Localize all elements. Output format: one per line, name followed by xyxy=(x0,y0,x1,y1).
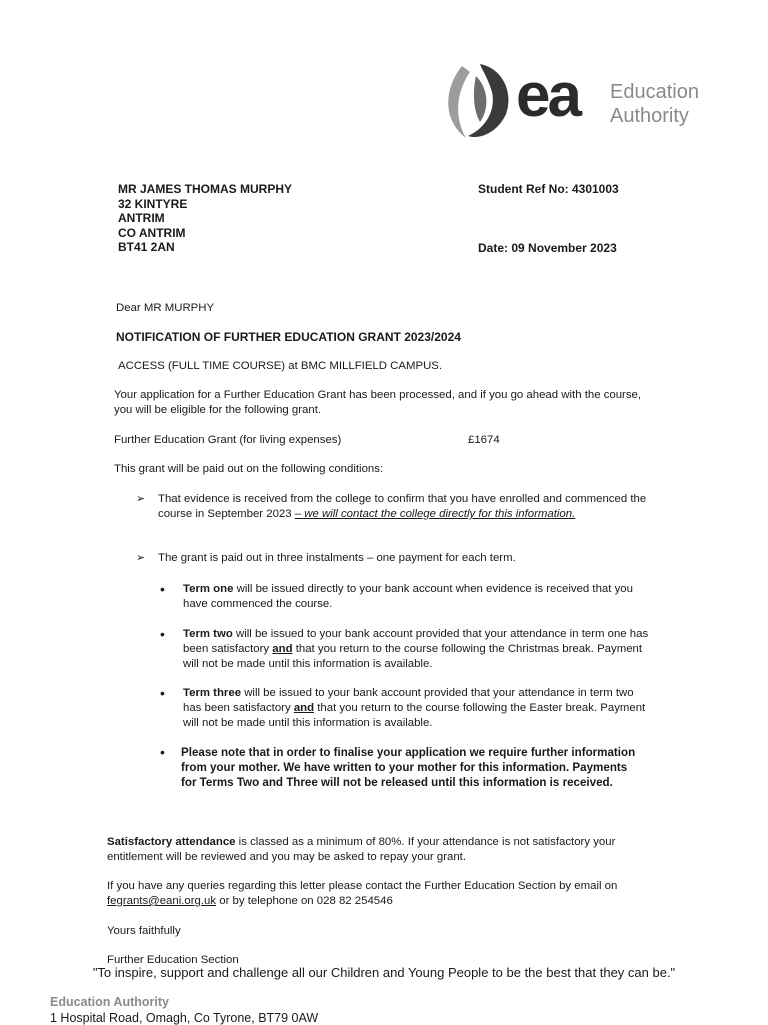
term-two-item xyxy=(183,627,653,672)
student-ref: Student Ref No: 4301003 xyxy=(478,182,619,196)
condition-instalments: The grant is paid out in three instalments – one payment for each term. xyxy=(158,552,516,564)
condition-enrolment xyxy=(158,492,648,522)
term-one-item xyxy=(183,582,653,612)
term-three-text: will be issued to your bank account provided that your attendance in term two has been satisfactory xyxy=(183,687,634,714)
mother-info-note: Please note that in order to finalise your application we require further information from your mother. We have written to your mother for this information. Payments for Terms Two and Three will not be released until this information is received. xyxy=(181,746,636,789)
queries-paragraph xyxy=(107,879,647,909)
term-one-label: Term one xyxy=(183,583,234,595)
letter-heading: NOTIFICATION OF FURTHER EDUCATION GRANT 2023/2024 xyxy=(116,330,461,344)
queries-text: If you have any queries regarding this letter please contact the Further Education Section by email on xyxy=(107,880,618,892)
address-line: CO ANTRIM xyxy=(118,225,186,240)
term-one-text: will be issued directly to your bank account when evidence is received that you have commenced the course. xyxy=(183,583,633,610)
logo-ea-text: ea xyxy=(516,61,579,130)
signature: Further Education Section xyxy=(107,954,239,966)
arrow-bullet-icon: ➢ xyxy=(136,552,146,564)
condition-enrolment-emphasis: – we will contact the college directly for this information. xyxy=(294,508,576,520)
logo-name-line1: Education xyxy=(610,81,699,103)
bullet-icon: • xyxy=(160,744,165,760)
education-authority-logo xyxy=(440,58,730,148)
course-line: ACCESS (FULL TIME COURSE) at BMC MILLFIELD CAMPUS. xyxy=(118,360,443,372)
term-three-item xyxy=(183,686,653,731)
bullet-icon: • xyxy=(160,581,165,597)
leaf-swirl-icon xyxy=(440,58,520,148)
email-link[interactable]: fegrants@eani.org.uk xyxy=(107,895,217,907)
bullet-icon: • xyxy=(160,626,165,642)
motto: "To inspire, support and challenge all our Children and Young People to be the best that they can be." xyxy=(92,965,676,980)
attendance-text: is classed as a minimum of 80%. If your attendance is not satisfactory your entitlement will be reviewed and you may be asked to repay your grant. xyxy=(107,836,616,863)
grant-label: Further Education Grant (for living expenses) xyxy=(114,434,342,446)
address-line: ANTRIM xyxy=(118,211,165,226)
closing: Yours faithfully xyxy=(107,925,181,937)
term-two-label: Term two xyxy=(183,628,233,640)
queries-phone-text: or by telephone on 028 82 254546 xyxy=(216,895,393,907)
logo-name-line2: Authority xyxy=(610,105,689,127)
bullet-icon: • xyxy=(160,685,165,701)
term-three-label: Term three xyxy=(183,687,242,699)
term-two-text: will be issued to your bank account provided that your attendance in term one has been satisfactory xyxy=(183,628,649,655)
grant-amount: £1674 xyxy=(468,434,500,446)
intro-paragraph: Your application for a Further Education Grant has been processed, and if you go ahead with the course, you will be eligible for the following grant. xyxy=(114,389,642,416)
attendance-paragraph xyxy=(107,835,647,865)
arrow-bullet-icon: ➢ xyxy=(136,493,146,505)
recipient-name: MR JAMES THOMAS MURPHY xyxy=(118,182,293,196)
term-two-and: and xyxy=(272,643,293,655)
conditions-intro: This grant will be paid out on the following conditions: xyxy=(114,463,384,475)
salutation: Dear MR MURPHY xyxy=(116,302,215,314)
logo-org-name xyxy=(610,80,699,128)
attendance-label: Satisfactory attendance xyxy=(107,836,236,848)
footer-org: Education Authority xyxy=(50,995,169,1009)
address-line: 32 KINTYRE xyxy=(118,196,188,211)
term-three-and: and xyxy=(293,702,315,714)
footer-address: 1 Hospital Road, Omagh, Co Tyrone, BT79 0AW xyxy=(50,1011,319,1025)
letter-date: Date: 09 November 2023 xyxy=(478,241,617,255)
address-line: BT41 2AN xyxy=(118,240,175,255)
term-three-text-cont: that you return to the course following the Easter break. Payment will not be made until this information is available. xyxy=(183,702,646,729)
recipient-address-block xyxy=(118,182,292,255)
term-two-text-cont: that you return to the course following the Christmas break. Payment will not be made until this information is available. xyxy=(183,643,643,670)
condition-enrolment-text: That evidence is received from the college to confirm that you have enrolled and commenced the course in September 2023 xyxy=(158,493,647,520)
